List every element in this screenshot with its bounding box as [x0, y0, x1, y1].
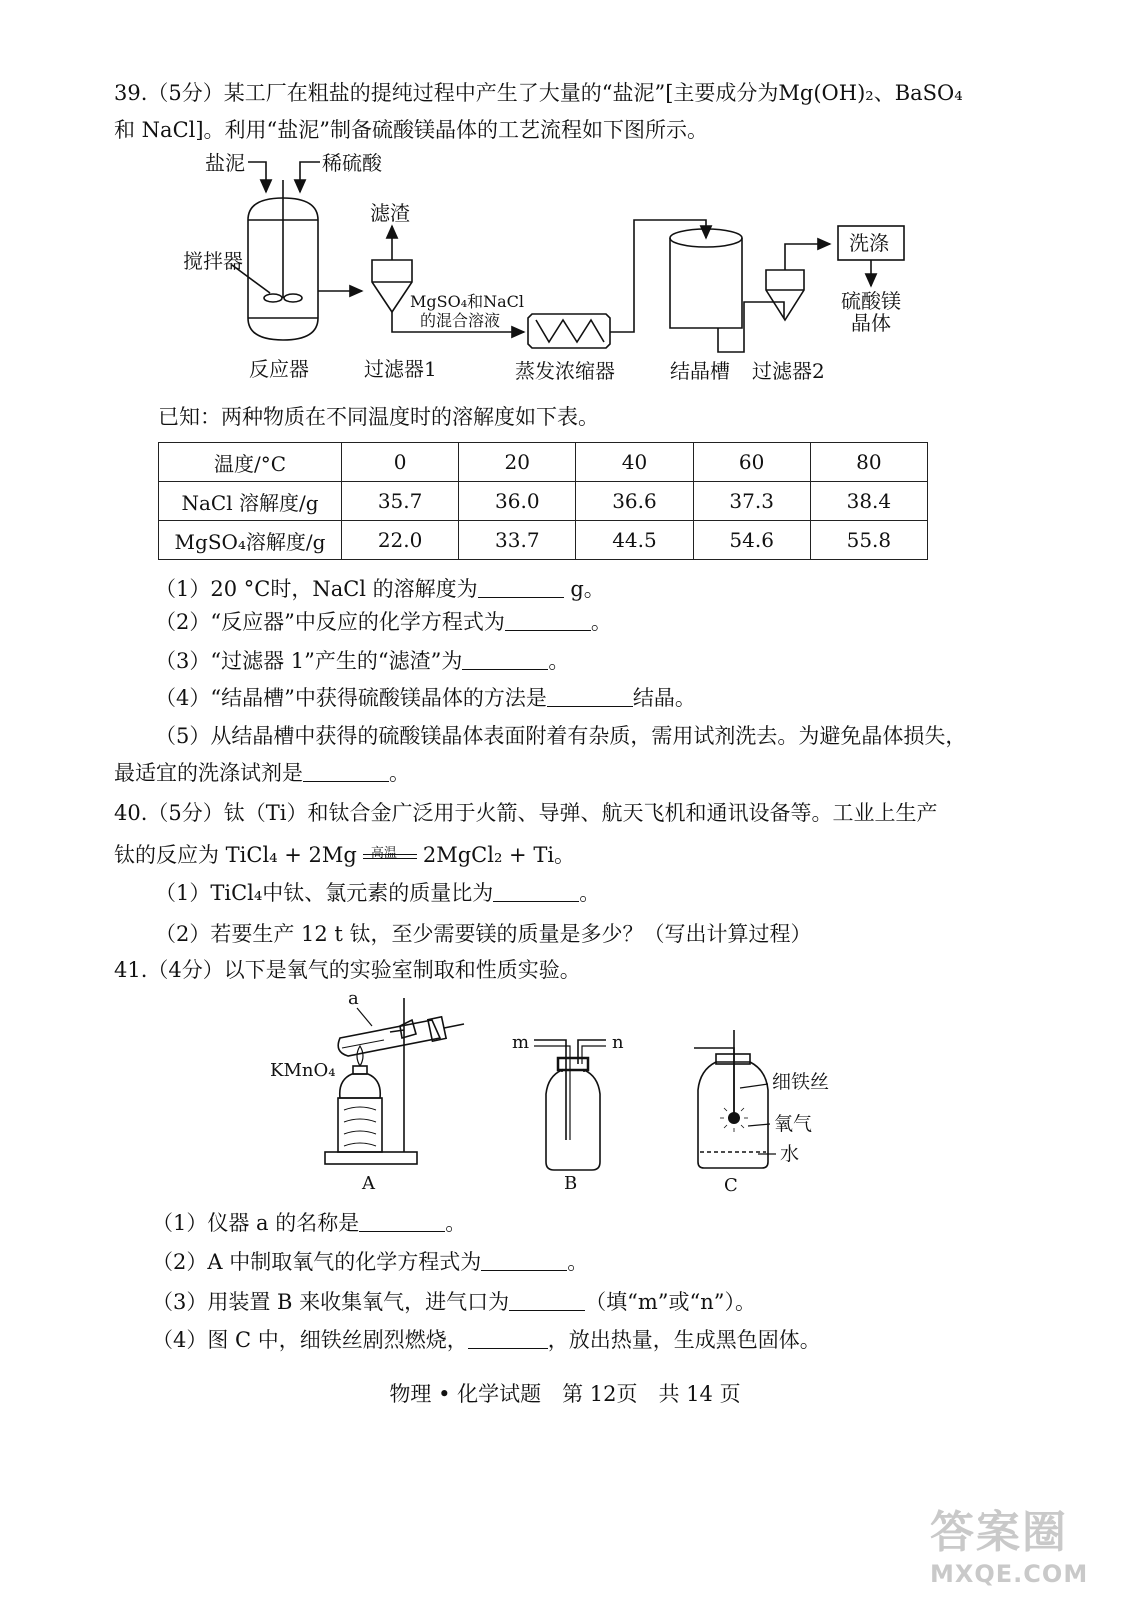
q39-sub3 [155, 646, 569, 676]
table-header-cell: 温度/°C [159, 443, 342, 482]
label-filter1: 过滤器1 [364, 357, 437, 381]
label-n: n [612, 1032, 624, 1053]
q39-sub4 [155, 683, 696, 713]
q41-sub4 [152, 1325, 821, 1355]
watermark-top: 答案圈 [930, 1507, 1068, 1558]
table-cell: 54.6 [693, 521, 810, 560]
answer-blank [478, 577, 564, 598]
q41-sub3 [152, 1287, 756, 1317]
table-cell: 55.8 [810, 521, 927, 560]
q41-line1: 41.（4分）以下是氧气的实验室制取和性质实验。 [114, 958, 581, 982]
answer-blank [359, 1211, 445, 1232]
table-cell: 44.5 [576, 521, 693, 560]
filter1-funnel [372, 260, 412, 312]
q41-sub2-tail: 。 [567, 1250, 589, 1274]
table-cell: 33.7 [459, 521, 576, 560]
q40-sub1 [155, 878, 600, 908]
table-header-cell: 40 [576, 443, 693, 482]
label-iron-wire: 细铁丝 [772, 1071, 830, 1093]
answer-blank [509, 1290, 585, 1311]
label-dilute-acid: 稀硫酸 [322, 151, 382, 175]
q39-sub5-text: 最适宜的洗涤试剂是 [114, 761, 303, 785]
label-mixture-1: MgSO₄和NaCl [410, 292, 525, 311]
label-C: C [724, 1175, 738, 1196]
table-row [159, 443, 928, 482]
q40-sub1-text: （1）TiCl₄中钛、氯元素的质量比为 [155, 881, 494, 905]
answer-blank [303, 761, 389, 782]
process-flow-diagram [0, 140, 1130, 395]
q40-equation-left: 钛的反应为 TiCl₄ + 2Mg [114, 843, 357, 867]
q39-sub1-tail: g。 [563, 577, 605, 601]
gas-bottle [546, 1070, 600, 1170]
table-header-cell: 20 [459, 443, 576, 482]
q39-sub2 [155, 607, 612, 637]
table-cell: 36.0 [459, 482, 576, 521]
label-mixture-2: 的混合溶液 [420, 311, 501, 330]
q40-equation-right: 2MgCl₂ + Ti。 [422, 843, 576, 867]
table-cell: NaCl 溶解度/g [159, 482, 342, 521]
label-wash: 洗涤 [849, 231, 889, 255]
answer-blank [505, 610, 591, 631]
answer-blank [547, 686, 633, 707]
q40-sub2: （2）若要生产 12 t 钛，至少需要镁的质量是多少？（写出计算过程） [155, 922, 812, 946]
q41-sub1 [152, 1208, 466, 1238]
label-water: 水 [780, 1143, 800, 1165]
filter2-funnel [766, 270, 804, 320]
label-evaporator: 蒸发浓缩器 [515, 359, 615, 383]
label-salt-mud: 盐泥 [205, 151, 245, 175]
q41-sub3-tail: （填“m”或“n”）。 [585, 1290, 757, 1314]
table-header-cell: 60 [693, 443, 810, 482]
q39-sub3-text: （3）“过滤器 1”产生的“滤渣”为 [155, 649, 463, 673]
table-row [159, 521, 928, 560]
q39-sub4-tail: 结晶。 [632, 686, 696, 710]
solubility-table [158, 442, 928, 560]
page-footer: 物理 • 化学试题 第 12页 共 14 页 [389, 1382, 741, 1406]
test-tube [338, 1020, 440, 1056]
table-cell: 35.7 [342, 482, 459, 521]
q39-sub1-text: （1）20 °C时，NaCl 的溶解度为 [155, 577, 478, 601]
table-cell: 37.3 [693, 482, 810, 521]
burning-iron-wire [728, 1112, 740, 1124]
label-residue: 滤渣 [370, 201, 410, 225]
q39-sub1 [155, 574, 605, 604]
q39-sub3-tail: 。 [548, 649, 570, 673]
apparatus-figure [0, 990, 1130, 1200]
label-oxygen: 氧气 [774, 1113, 813, 1135]
q41-sub3-text: （3）用装置 B 来收集氧气，进气口为 [152, 1290, 510, 1314]
answer-blank [468, 1328, 548, 1349]
q39-sub2-tail: 。 [590, 610, 612, 634]
q41-sub4-text: （4）图 C 中，细铁丝剧烈燃烧， [152, 1328, 468, 1352]
q41-sub2-text: （2）A 中制取氧气的化学方程式为 [152, 1250, 482, 1274]
table-cell: 38.4 [810, 482, 927, 521]
table-header-cell: 80 [810, 443, 927, 482]
q39-sub5-line1: （5）从结晶槽中获得的硫酸镁晶体表面附着有杂质，需用试剂洗去。为避免晶体损失， [155, 724, 967, 748]
answer-blank [481, 1250, 567, 1271]
watermark-logo [930, 1496, 1088, 1588]
answer-blank [462, 649, 548, 670]
table-cell: 36.6 [576, 482, 693, 521]
label-filter2: 过滤器2 [752, 359, 825, 383]
q39-line1: 39.（5分）某工厂在粗盐的提纯过程中产生了大量的“盐泥”[主要成分为Mg(OH)₂、BaSO₄ [114, 81, 963, 105]
label-B: B [564, 1173, 578, 1194]
q41-sub4-tail: ，放出热量，生成黑色固体。 [547, 1328, 821, 1352]
wood-block [338, 1098, 382, 1152]
q39-known: 已知：两种物质在不同温度时的溶解度如下表。 [158, 405, 599, 429]
label-A: A [362, 1173, 375, 1194]
q40-line1: 40.（5分）钛（Ti）和钛合金广泛用于火箭、导弹、航天飞机和通讯设备等。工业上生产 [114, 801, 938, 825]
label-product-1: 硫酸镁 [841, 289, 901, 313]
label-a: a [348, 990, 359, 1009]
watermark-bottom: MXQE.COM [930, 1560, 1089, 1588]
label-kmno4: KMnO₄ [270, 1060, 336, 1081]
q41-sub1-text: （1）仪器 a 的名称是 [152, 1211, 360, 1235]
alcohol-lamp [340, 1074, 381, 1098]
label-reactor: 反应器 [249, 357, 309, 381]
answer-blank [493, 881, 579, 902]
q39-sub2-text: （2）“反应器”中反应的化学方程式为 [155, 610, 505, 634]
table-row [159, 482, 928, 521]
label-crystallizer: 结晶槽 [670, 359, 730, 383]
q39-line2: 和 NaCl]。利用“盐泥”制备硫酸镁晶体的工艺流程如下图所示。 [114, 118, 709, 142]
q40-line2 [114, 840, 575, 870]
table-cell: MgSO₄溶解度/g [159, 521, 342, 560]
label-m: m [512, 1032, 530, 1053]
q41-sub1-tail: 。 [445, 1211, 467, 1235]
q39-sub4-text: （4）“结晶槽”中获得硫酸镁晶体的方法是 [155, 686, 547, 710]
q39-sub5-line2 [114, 758, 410, 788]
q40-sub1-tail: 。 [579, 881, 601, 905]
table-cell: 22.0 [342, 521, 459, 560]
table-header-cell: 0 [342, 443, 459, 482]
q39-sub5-tail: 。 [389, 761, 410, 785]
reaction-condition-label: 高温 [370, 846, 397, 861]
q41-sub2 [152, 1247, 588, 1277]
label-product-2: 晶体 [851, 311, 891, 335]
crystallizer-tank [670, 238, 742, 328]
label-stirrer: 搅拌器 [183, 249, 243, 273]
